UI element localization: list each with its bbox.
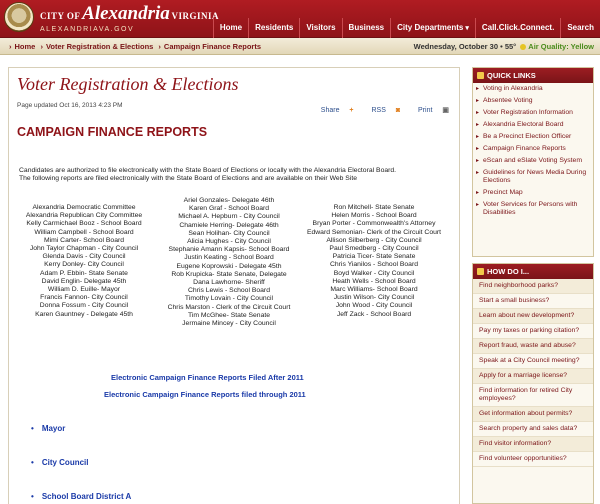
how-do-i-header [473, 264, 593, 279]
print-button[interactable] [410, 107, 449, 114]
nav-search[interactable]: Search [560, 18, 600, 38]
filer-name: Adam P. Ebbin- State Senate [40, 269, 128, 277]
rss-icon: ◙ [395, 107, 401, 114]
city-council-link[interactable]: • City Council [31, 458, 88, 467]
filer-name: Stephanie Amann Kapsis- School Board [168, 246, 290, 254]
how-do-i-item[interactable]: Get information about permits? [473, 407, 593, 422]
filer-name: Patricia Ticer- State Senate [332, 253, 416, 261]
intro-text [19, 167, 449, 183]
filer-name: Helen Morris - School Board [331, 212, 417, 220]
nav-business[interactable]: Business [342, 18, 391, 38]
filer-name: Tim McGhee- State Senate [187, 311, 271, 319]
nav-visitors[interactable]: Visitors [299, 18, 341, 38]
filer-name: Karen Graf - School Board [188, 205, 270, 213]
filer-name: Kerry Donley- City Council [44, 261, 124, 269]
site-header [0, 0, 600, 38]
filer-name: Bryan Porter - Commonwealth's Attorney [312, 220, 436, 228]
filer-name: Heath Wells - School Board [332, 277, 416, 285]
reports-after-2011-link[interactable]: Electronic Campaign Finance Reports Filed After 2011 [111, 373, 304, 382]
filer-name: William D. Euille- Mayor [47, 286, 121, 294]
filer-name: Alexandria Republican City Committee [25, 212, 143, 220]
filer-name: Ariel Gonzales- Delegate 46th [183, 197, 275, 204]
quick-link-item[interactable]: ▸ Voting in Alexandria [473, 83, 593, 95]
brand-name: Alexandria [82, 3, 170, 24]
filer-name: Chamiele Herring- Delegate 46th [179, 221, 279, 229]
share-icon: + [349, 107, 354, 114]
how-do-i-title: HOW DO I... [487, 267, 530, 276]
breadcrumb-arrow-icon: › [40, 42, 43, 51]
quick-link-item[interactable]: ▸ Guidelines for News Media During Elections [473, 167, 593, 187]
filer-name: Kelly Carmichael Booz - School Board [26, 220, 142, 228]
filer-name: Timothy Lovain - City Council [184, 295, 274, 303]
filer-name: Justin Wilson- City Council [333, 294, 415, 302]
brand-state: VIRGINIA [171, 11, 220, 21]
filers-column-1 [19, 204, 149, 319]
how-do-i-list [473, 279, 593, 467]
date-weather [414, 42, 594, 51]
nav-residents[interactable]: Residents [248, 18, 299, 38]
quick-links-box [472, 67, 594, 257]
breadcrumb-arrow-icon: › [9, 42, 12, 51]
rss-button[interactable] [363, 107, 400, 114]
filer-name: Donna Fossum - City Council [39, 302, 129, 310]
quick-links-header [473, 68, 593, 83]
quick-link-item[interactable]: ▸ Alexandria Electoral Board [473, 119, 593, 131]
filer-name: Karen Gauntney - Delegate 45th [35, 310, 133, 318]
air-quality[interactable]: Air Quality: Yellow [528, 42, 594, 51]
filer-name: Michael A. Hepburn - City Council [178, 213, 280, 221]
how-do-i-item[interactable]: Find visitor information? [473, 437, 593, 452]
breadcrumb [6, 42, 261, 51]
how-do-i-item[interactable]: Start a small business? [473, 294, 593, 309]
filer-name: William Campbell - School Board [34, 228, 134, 236]
nav-call-click-connect[interactable]: Call.Click.Connect. [475, 18, 560, 38]
reports-through-2011-link[interactable]: Electronic Campaign Finance Reports filed through 2011 [104, 390, 306, 399]
filer-name: Jermaine Mincey - City Council [182, 320, 276, 328]
how-do-i-item[interactable]: Speak at a City Council meeting? [473, 354, 593, 369]
quick-link-item[interactable]: ▸ Voter Registration Information [473, 107, 593, 119]
page-updated: Page updated Oct 16, 2013 4:23 PM [17, 102, 123, 109]
breadcrumb-arrow-icon: › [158, 42, 161, 51]
bullet-separator: • [500, 42, 503, 51]
air-quality-icon [520, 44, 526, 50]
filer-name: Sean Holihan- City Council [188, 229, 270, 237]
quick-link-item[interactable]: ▸ Campaign Finance Reports [473, 143, 593, 155]
filer-name: Rob Krupicka- State Senate, Delegate [171, 270, 287, 278]
filer-name: John Taylor Chapman - City Council [29, 245, 139, 253]
how-do-i-item[interactable]: Apply for a marriage license? [473, 369, 593, 384]
filer-name: Francis Fannon- City Council [40, 294, 128, 302]
filer-name: Boyd Walker - City Council [333, 269, 415, 277]
filer-name: Alicia Hughes - City Council [187, 238, 271, 246]
filer-name: Justin Keating - School Board [184, 254, 274, 262]
filer-name: Jeff Zack - School Board [336, 310, 412, 318]
filer-name: Edward Semonian- Clerk of the Circuit Court [306, 228, 442, 236]
quick-link-item[interactable]: ▸ Absentee Voting [473, 95, 593, 107]
share-button[interactable] [313, 107, 354, 114]
site-brand[interactable] [40, 3, 220, 33]
filer-name: Eugene Koprowski - Delegate 45th [176, 262, 282, 270]
filer-name: Chris Yianilos - School Board [329, 261, 419, 269]
breadcrumb-campaign-finance[interactable]: Campaign Finance Reports [163, 42, 262, 51]
filers-column-2 [155, 197, 303, 328]
quick-links-icon [477, 72, 484, 79]
how-do-i-item[interactable]: Pay my taxes or parking citation? [473, 324, 593, 339]
how-do-i-icon [477, 268, 484, 275]
rss-label: RSS [371, 107, 386, 114]
nav-city-departments[interactable]: City Departments ▾ [390, 18, 475, 38]
quick-link-item[interactable]: ▸ Be a Precinct Election Officer [473, 131, 593, 143]
breadcrumb-bar [0, 38, 600, 55]
filer-name: Marc Williams- School Board [330, 286, 418, 294]
brand-city-of: CITY OF [40, 11, 81, 21]
breadcrumb-home[interactable]: Home [14, 42, 36, 51]
filer-name: Mimi Carter- School Board [43, 236, 125, 244]
filer-name: Paul Smedberg - City Council [329, 245, 419, 253]
top-navigation [213, 18, 600, 38]
filer-name: Chris Marston - Clerk of the Circuit Court [167, 303, 291, 311]
print-icon: ▣ [442, 107, 449, 114]
school-board-district-a-link[interactable]: • School Board District A [31, 492, 131, 501]
how-do-i-item[interactable]: Find information for retired City employees? [473, 384, 593, 407]
current-date: Wednesday, October 30 [413, 42, 499, 51]
filer-name: Allison Silberberg - City Council [326, 236, 422, 244]
page-tools [305, 106, 449, 114]
filer-name: Glenda Davis - City Council [42, 253, 126, 261]
right-sidebar [472, 67, 594, 504]
filer-name: David Englin- Delegate 45th [41, 277, 127, 285]
filer-name: Dana Lawhorne- Sheriff [193, 279, 265, 287]
temperature: 55° [504, 42, 517, 51]
share-label: Share [320, 107, 340, 114]
quick-links-title: QUICK LINKS [487, 71, 536, 80]
mayor-link[interactable]: • Mayor [31, 424, 65, 433]
intro-line-1: Candidates are authorized to file electronically with the State Board of Elections or locally with the Alexandria Electoral Board. [19, 167, 397, 174]
breadcrumb-voter-registration[interactable]: Voter Registration & Elections [45, 42, 154, 51]
filer-name: Alexandria Democratic Committee [32, 204, 136, 211]
how-do-i-item[interactable]: Learn about new development? [473, 309, 593, 324]
quick-link-item[interactable]: ▸ Precinct Map [473, 187, 593, 199]
section-title: CAMPAIGN FINANCE REPORTS [17, 125, 208, 139]
how-do-i-box [472, 263, 594, 504]
page-title: Voter Registration & Elections [17, 74, 239, 94]
brand-url: ALEXANDRIAVA.GOV [40, 26, 135, 33]
filer-name: Chris Lewis - School Board [188, 287, 270, 295]
nav-home[interactable]: Home [213, 18, 248, 38]
filer-name: John Wood - City Council [335, 302, 413, 310]
quick-link-item[interactable]: ▸ Voter Services for Persons with Disabilities [473, 199, 593, 219]
how-do-i-item[interactable]: Find neighborhood parks? [473, 279, 593, 294]
print-label: Print [418, 107, 433, 114]
quick-links-list [473, 83, 593, 219]
how-do-i-item[interactable]: Search property and sales data? [473, 422, 593, 437]
how-do-i-item[interactable]: Report fraud, waste and abuse? [473, 339, 593, 354]
filers-column-3 [299, 204, 449, 319]
intro-line-2: The following reports are filed electronically with the State Board of Elections and are available on their Web Site [19, 175, 358, 182]
city-seal-logo[interactable] [4, 2, 34, 32]
how-do-i-item[interactable]: Find volunteer opportunities? [473, 452, 593, 467]
quick-link-item[interactable]: ▸ eScan and eSlate Voting System [473, 155, 593, 167]
main-content [8, 67, 460, 504]
filer-name: Ron Mitchell- State Senate [333, 204, 415, 211]
